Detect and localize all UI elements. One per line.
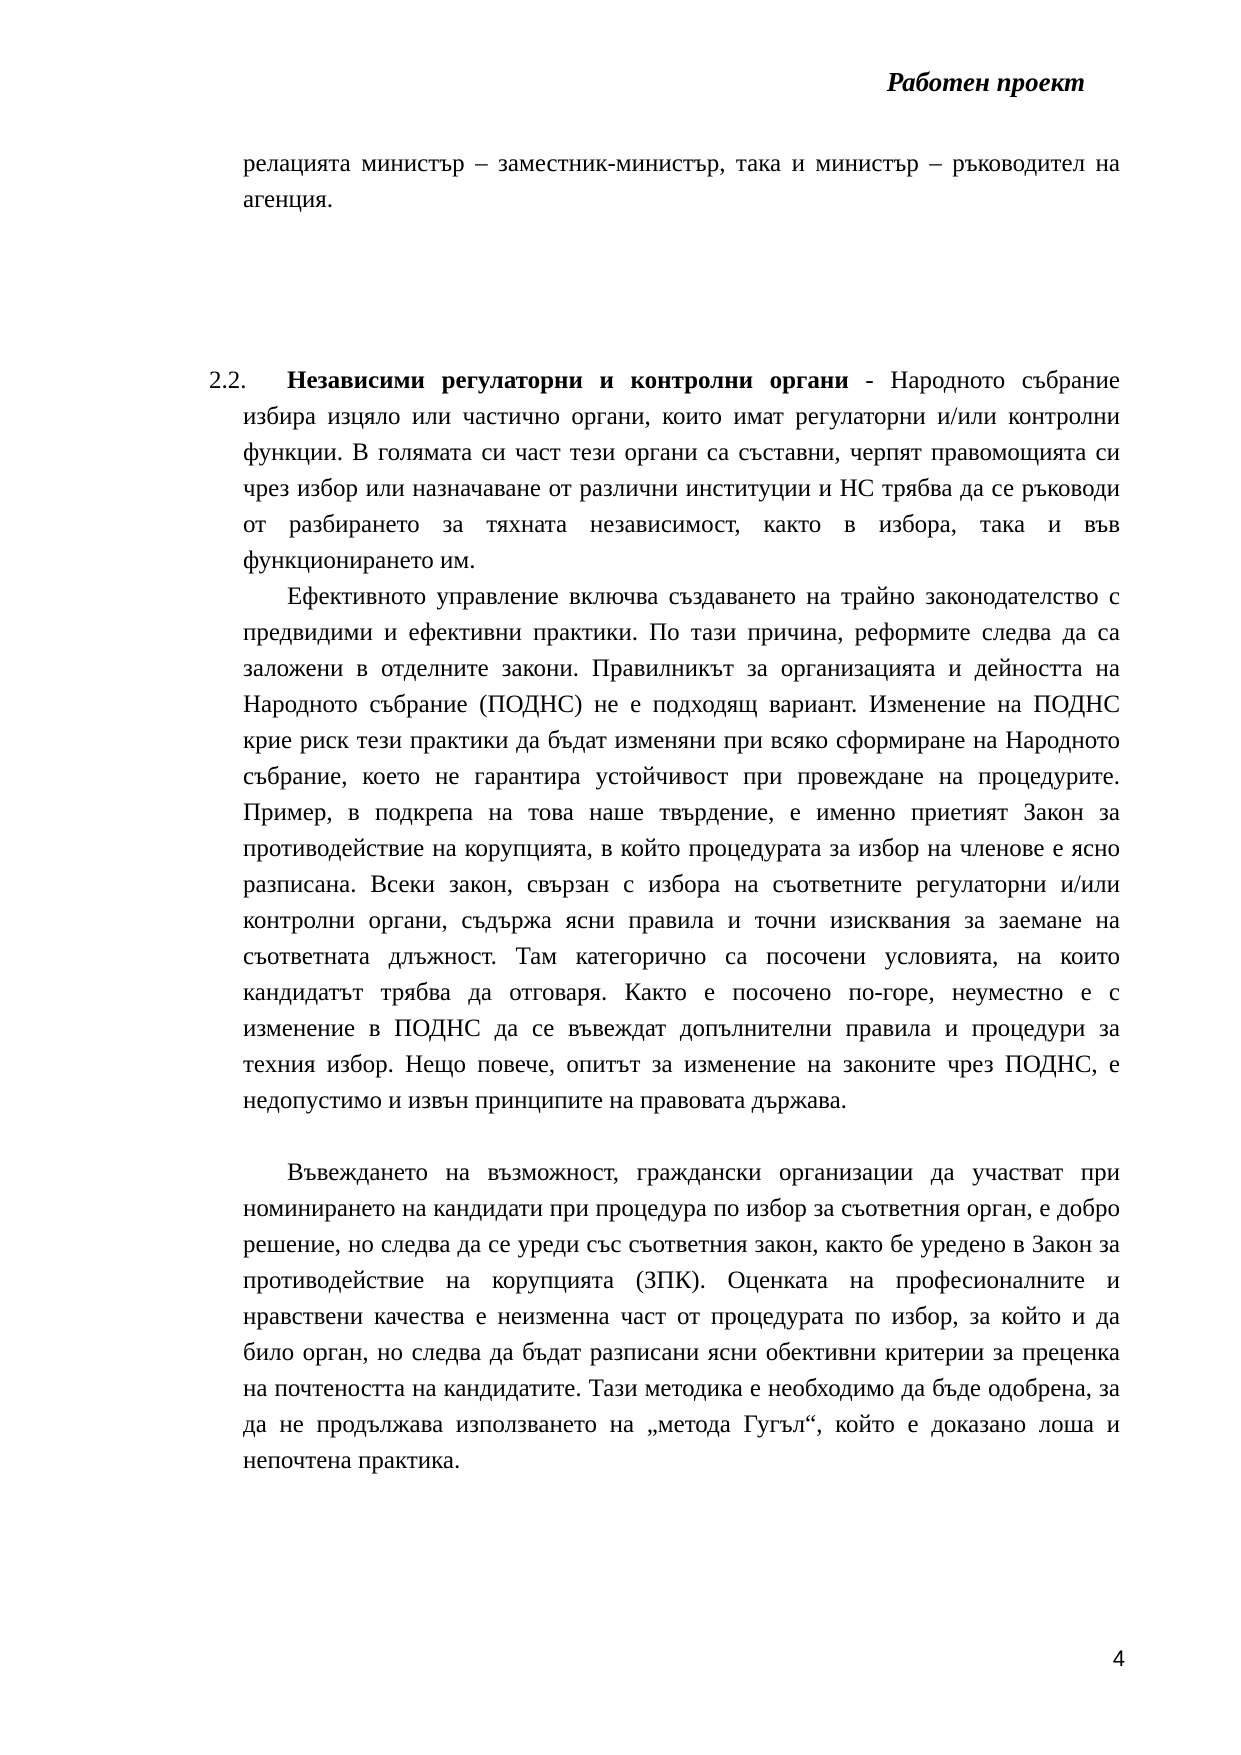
intro-paragraph: релацията министър – заместник-министър, така и министър – ръководител на агенция. xyxy=(243,150,1120,213)
page-number: 4 xyxy=(1112,1646,1125,1671)
document-header-label: Работен проект xyxy=(886,67,1085,97)
section-heading: Независими регулаторни и контролни органи xyxy=(287,367,849,394)
section-body-text: - Народното събрание избира изцяло или частично органи, които имат регулаторни и/или контролни функции. В голямата си част тези органи са съставни, черпят правомощията си чрез избор или назначаване от различни институции и НС трябва да се ръководи от разбирането за тяхната независимост, както в избора, така и във функционирането им. xyxy=(243,367,1120,574)
effective-governance-paragraph: Ефективното управление включва създаването на трайно законодателство с предвидими и ефективни практики. По тази причина, реформите следва да са заложени в отделните закони. Правилникът за организацията и дейността на Народното събрание (ПОДНС) не е подходящ вариант. Изменение на ПОДНС крие риск тези практики да бъдат изменяни при всяко сформиране на Народното събрание, което не гарантира устойчивост при провеждане на процедурите. Пример, в подкрепа на това наше твърдение, е именно приетият Закон за противодействие на корупцията, в който процедурата за избор на членове е ясно разписана. Всеки закон, свързан с избора на съответните регулаторни и/или контролни органи, съдържа ясни правила и точни изисквания за заемане на съответната длъжност. Там категорично са посочени условията, на които кандидатът трябва да отговаря. Както е посочено по-горе, неуместно е с изменение в ПОДНС да се въвеждат допълнителни правила и процедури за техния избор. Нещо повече, опитът за изменение на законите чрез ПОДНС, е недопустимо и извън принципите на правовата държава. xyxy=(243,583,1120,1114)
civil-organizations-paragraph: Въвеждането на възможност, граждански организации да участват при номинирането на кандидати при процедура по избор за съответния орган, е добро решение, но следва да се уреди със съответния закон, както бе уредено в Закон за противодействие на корупцията (ЗПК). Оценката на професионалните и нравствени качества е неизменна част от процедурата по избор, за който и да било орган, но следва да бъдат разписани ясни обективни критерии за преценка на почтеността на кандидатите. Тази методика е необходимо да бъде одобрена, за да не продължава използването на „метода Гугъл“, който е доказано лоша и непочтена практика. xyxy=(243,1159,1120,1474)
section-number: 2.2. xyxy=(209,367,247,394)
section-2-2-paragraph xyxy=(209,363,1120,579)
